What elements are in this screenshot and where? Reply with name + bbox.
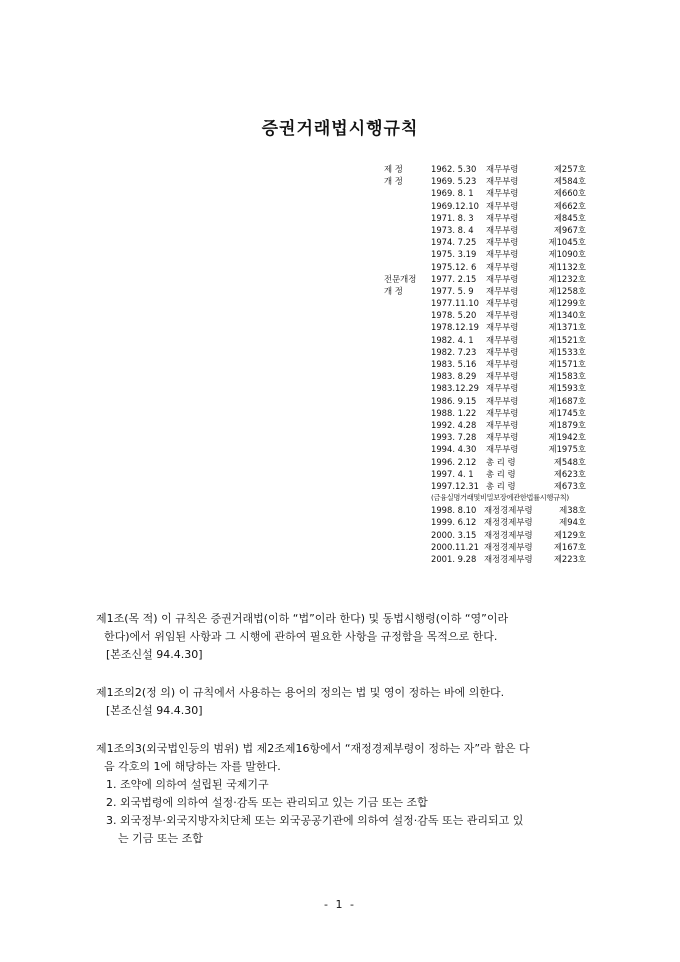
amendment-number: 제1232호 bbox=[548, 273, 586, 284]
amendment-date: 1996. 2.12 bbox=[431, 456, 477, 467]
amendment-label bbox=[384, 480, 431, 492]
article-1-line-2: 한다)에서 위임된 사항과 그 시행에 관하여 필요한 사항을 규정함을 목적으로 한다. bbox=[104, 630, 498, 643]
amendment-date: 1962. 5.30 bbox=[431, 164, 477, 174]
amendment-date: 1992. 4.28 bbox=[431, 419, 477, 430]
amendment-number: 제1942호 bbox=[548, 432, 586, 443]
page-number: - 1 - bbox=[324, 898, 356, 911]
amendment-number: 제129호 bbox=[553, 529, 586, 540]
article-1-2 bbox=[96, 684, 596, 720]
amendment-label bbox=[384, 321, 431, 333]
amendment-ministry: 재정경제부령 bbox=[484, 517, 533, 528]
amendment-number: 제1687호 bbox=[548, 395, 586, 406]
amendment-label bbox=[384, 456, 431, 468]
amendment-ministry: 총 리 령 bbox=[486, 480, 516, 491]
amendment-row bbox=[384, 297, 594, 309]
amendment-label bbox=[384, 309, 431, 321]
amendment-label bbox=[384, 407, 431, 419]
amendment-date: 1977.11.10 bbox=[431, 298, 479, 309]
amendment-ministry: 재무부령 bbox=[486, 261, 519, 272]
amendment-row bbox=[384, 431, 594, 443]
amendment-ministry: 재무부령 bbox=[486, 334, 519, 345]
amendment-label bbox=[384, 224, 431, 236]
amendment-row bbox=[384, 200, 594, 212]
amendment-date: 1975. 3.19 bbox=[431, 249, 477, 260]
amendment-label bbox=[384, 334, 431, 346]
amendment-ministry: 재무부령 bbox=[486, 298, 519, 309]
amendment-label bbox=[384, 370, 431, 382]
amendment-number: 제1371호 bbox=[548, 322, 586, 333]
amendment-date: 1983. 5.16 bbox=[431, 359, 477, 369]
amendment-ministry: 재무부령 bbox=[486, 188, 519, 199]
amendment-number: 제1258호 bbox=[548, 285, 586, 296]
amendment-note: (금융실명거래및비밀보장에관한법률시행규칙) bbox=[431, 493, 569, 503]
amendment-ministry: 재무부령 bbox=[486, 249, 519, 260]
amendment-date: 1969. 8. 1 bbox=[431, 188, 474, 199]
amendment-date: 2000.11.21 bbox=[431, 541, 479, 552]
amendment-label: 제 정 bbox=[384, 164, 403, 174]
amendment-date: 1998. 8.10 bbox=[431, 505, 477, 516]
amendment-row bbox=[384, 248, 594, 260]
article-1-line-1: 제1조(목 적) 이 규칙은 증권거래법(이하 “법”이라 한다) 및 동법시행령(이하 “영”이라 bbox=[96, 612, 509, 625]
amendment-date: 1982. 4. 1 bbox=[431, 334, 474, 345]
amendment-ministry: 재무부령 bbox=[486, 419, 519, 430]
amendment-label bbox=[384, 468, 431, 480]
amendment-date: 1994. 4.30 bbox=[431, 444, 477, 455]
amendment-number: 제673호 bbox=[553, 480, 586, 491]
amendment-row bbox=[384, 175, 594, 187]
amendment-row bbox=[384, 407, 594, 419]
amendment-ministry: 재정경제부령 bbox=[484, 529, 533, 540]
amendment-label bbox=[384, 443, 431, 455]
amendment-number: 제167호 bbox=[553, 541, 586, 552]
article-1-2-line-1: 제1조의2(정 의) 이 규칙에서 사용하는 용어의 정의는 법 및 영이 정하는 바에 의한다. bbox=[96, 686, 505, 699]
amendment-row bbox=[384, 468, 594, 480]
amendment-row bbox=[384, 163, 594, 175]
article-1 bbox=[96, 610, 596, 664]
amendment-row bbox=[384, 309, 594, 321]
article-1-2-tag: [본조신설 94.4.30] bbox=[106, 704, 203, 717]
amendment-number: 제1340호 bbox=[548, 310, 586, 321]
amendment-number: 제548호 bbox=[553, 456, 586, 467]
amendment-number: 제1583호 bbox=[548, 371, 586, 382]
article-1-3 bbox=[96, 740, 596, 848]
amendment-ministry: 재무부령 bbox=[486, 200, 519, 211]
amendment-row bbox=[384, 346, 594, 358]
amendment-ministry: 재무부령 bbox=[486, 346, 519, 357]
amendment-label bbox=[384, 297, 431, 309]
amendment-ministry: 재무부령 bbox=[486, 383, 519, 394]
amendment-date: 1978.12.19 bbox=[431, 322, 479, 333]
amendment-number: 제1132호 bbox=[548, 261, 586, 272]
amendment-row bbox=[384, 553, 594, 565]
amendment-date: 1986. 9.15 bbox=[431, 395, 477, 406]
amendment-date: 1977. 2.15 bbox=[431, 273, 477, 284]
amendment-row bbox=[384, 419, 594, 431]
amendment-ministry: 재무부령 bbox=[486, 432, 519, 443]
amendment-date: 1974. 7.25 bbox=[431, 237, 477, 248]
article-1-3-line-1: 제1조의3(외국법인등의 범위) 법 제2조제16항에서 “재정경제부령이 정하는 자”라 함은 다 bbox=[96, 742, 530, 755]
amendment-label: 개 정 bbox=[384, 176, 403, 187]
amendment-number: 제1975호 bbox=[548, 444, 586, 455]
amendment-row bbox=[384, 516, 594, 528]
article-1-3-item-1: 1. 조약에 의하여 설립된 국제기구 bbox=[106, 778, 269, 791]
amendment-ministry: 재정경제부령 bbox=[484, 505, 533, 516]
amendment-ministry: 재무부령 bbox=[486, 164, 519, 174]
amendment-date: 1971. 8. 3 bbox=[431, 212, 474, 223]
amendment-label bbox=[384, 236, 431, 248]
amendment-row bbox=[384, 370, 594, 382]
amendment-label bbox=[384, 212, 431, 224]
amendment-row bbox=[384, 395, 594, 407]
amendment-date: 1975.12. 6 bbox=[431, 261, 477, 272]
amendment-row bbox=[384, 480, 594, 492]
document-title: 증권거래법시행규칙 bbox=[261, 119, 419, 139]
amendment-label bbox=[384, 248, 431, 260]
amendment-row bbox=[384, 443, 594, 455]
amendment-date: 2000. 3.15 bbox=[431, 529, 477, 540]
amendment-number: 제1533호 bbox=[548, 346, 586, 357]
amendment-ministry: 총 리 령 bbox=[486, 456, 516, 467]
amendment-date: 1982. 7.23 bbox=[431, 346, 477, 357]
amendment-label: 개 정 bbox=[384, 285, 403, 296]
amendment-date: 1997. 4. 1 bbox=[431, 468, 474, 479]
amendment-row bbox=[384, 334, 594, 346]
amendment-number: 제845호 bbox=[553, 212, 586, 223]
amendment-number: 제967호 bbox=[553, 224, 586, 235]
amendment-ministry: 재무부령 bbox=[486, 224, 519, 235]
amendment-ministry: 재무부령 bbox=[486, 285, 519, 296]
amendment-number: 제623호 bbox=[553, 468, 586, 479]
amendment-date: 1978. 5.20 bbox=[431, 310, 477, 321]
amendment-row bbox=[384, 236, 594, 248]
amendment-row bbox=[384, 187, 594, 199]
amendment-ministry: 재무부령 bbox=[486, 444, 519, 455]
amendment-number: 제662호 bbox=[553, 200, 586, 211]
amendment-label bbox=[384, 358, 431, 370]
amendment-label: 전문개정 bbox=[384, 273, 417, 284]
amendment-number: 제1571호 bbox=[548, 359, 586, 369]
amendment-label bbox=[384, 187, 431, 199]
amendment-history bbox=[384, 163, 594, 565]
amendment-date: 1977. 5. 9 bbox=[431, 285, 474, 296]
amendment-date: 1993. 7.28 bbox=[431, 432, 477, 443]
article-1-3-line-2: 음 각호의 1에 해당하는 자를 말한다. bbox=[104, 760, 281, 773]
amendment-ministry: 재무부령 bbox=[486, 176, 519, 187]
amendment-date: 1983.12.29 bbox=[431, 383, 479, 394]
amendment-number: 제660호 bbox=[553, 188, 586, 199]
amendment-number: 제38호 bbox=[559, 505, 586, 516]
amendment-ministry: 재무부령 bbox=[486, 310, 519, 321]
amendment-label bbox=[384, 200, 431, 212]
amendment-date: 1969. 5.23 bbox=[431, 176, 477, 187]
amendment-label bbox=[384, 431, 431, 443]
amendment-label bbox=[384, 346, 431, 358]
amendment-label bbox=[384, 382, 431, 394]
amendment-row bbox=[384, 212, 594, 224]
amendment-row bbox=[384, 456, 594, 468]
amendment-number: 제1521호 bbox=[548, 334, 586, 345]
amendment-ministry: 재정경제부령 bbox=[484, 554, 533, 565]
amendment-row bbox=[384, 285, 594, 297]
amendment-number: 제1045호 bbox=[548, 237, 586, 248]
amendment-row bbox=[384, 321, 594, 333]
amendment-date: 1969.12.10 bbox=[431, 200, 479, 211]
amendment-ministry: 재무부령 bbox=[486, 322, 519, 333]
amendment-number: 제223호 bbox=[553, 554, 586, 565]
amendment-date: 1997.12.31 bbox=[431, 480, 479, 491]
amendment-label bbox=[384, 261, 431, 273]
amendment-ministry: 총 리 령 bbox=[486, 468, 516, 479]
amendment-date: 2001. 9.28 bbox=[431, 554, 477, 565]
amendment-label bbox=[384, 395, 431, 407]
amendment-ministry: 재무부령 bbox=[486, 407, 519, 418]
amendment-row bbox=[384, 504, 594, 516]
amendment-ministry: 재무부령 bbox=[486, 237, 519, 248]
amendment-number: 제1090호 bbox=[548, 249, 586, 260]
amendment-row bbox=[384, 529, 594, 541]
amendment-date: 1983. 8.29 bbox=[431, 371, 477, 382]
amendment-date: 1999. 6.12 bbox=[431, 517, 477, 528]
amendment-row bbox=[384, 541, 594, 553]
amendment-number: 제257호 bbox=[553, 164, 586, 174]
amendment-ministry: 재정경제부령 bbox=[484, 541, 533, 552]
article-1-3-item-3: 3. 외국정부·외국지방자치단체 또는 외국공공기관에 의하여 설정·감독 또는 관리되고 있 bbox=[106, 814, 524, 827]
amendment-ministry: 재무부령 bbox=[486, 212, 519, 223]
amendment-date: 1988. 1.22 bbox=[431, 407, 477, 418]
amendment-ministry: 재무부령 bbox=[486, 273, 519, 284]
amendment-number: 제1593호 bbox=[548, 383, 586, 394]
article-1-3-item-2: 2. 외국법령에 의하여 설정·감독 또는 관리되고 있는 기금 또는 조합 bbox=[106, 796, 428, 809]
article-1-3-item-3-cont: 는 기금 또는 조합 bbox=[118, 832, 203, 845]
amendment-row bbox=[384, 358, 594, 370]
amendment-number: 제584호 bbox=[553, 176, 586, 187]
amendment-number: 제1745호 bbox=[548, 407, 586, 418]
amendment-label bbox=[384, 419, 431, 431]
amendment-number: 제1879호 bbox=[548, 419, 586, 430]
amendment-ministry: 재무부령 bbox=[486, 371, 519, 382]
article-1-tag: [본조신설 94.4.30] bbox=[106, 648, 203, 661]
amendment-row bbox=[384, 261, 594, 273]
amendment-row bbox=[384, 273, 594, 285]
amendment-date: 1973. 8. 4 bbox=[431, 224, 474, 235]
amendment-row bbox=[384, 382, 594, 394]
amendment-row bbox=[384, 224, 594, 236]
amendment-number: 제1299호 bbox=[548, 298, 586, 309]
amendment-ministry: 재무부령 bbox=[486, 395, 519, 406]
amendment-ministry: 재무부령 bbox=[486, 359, 519, 369]
amendment-number: 제94호 bbox=[559, 517, 586, 528]
